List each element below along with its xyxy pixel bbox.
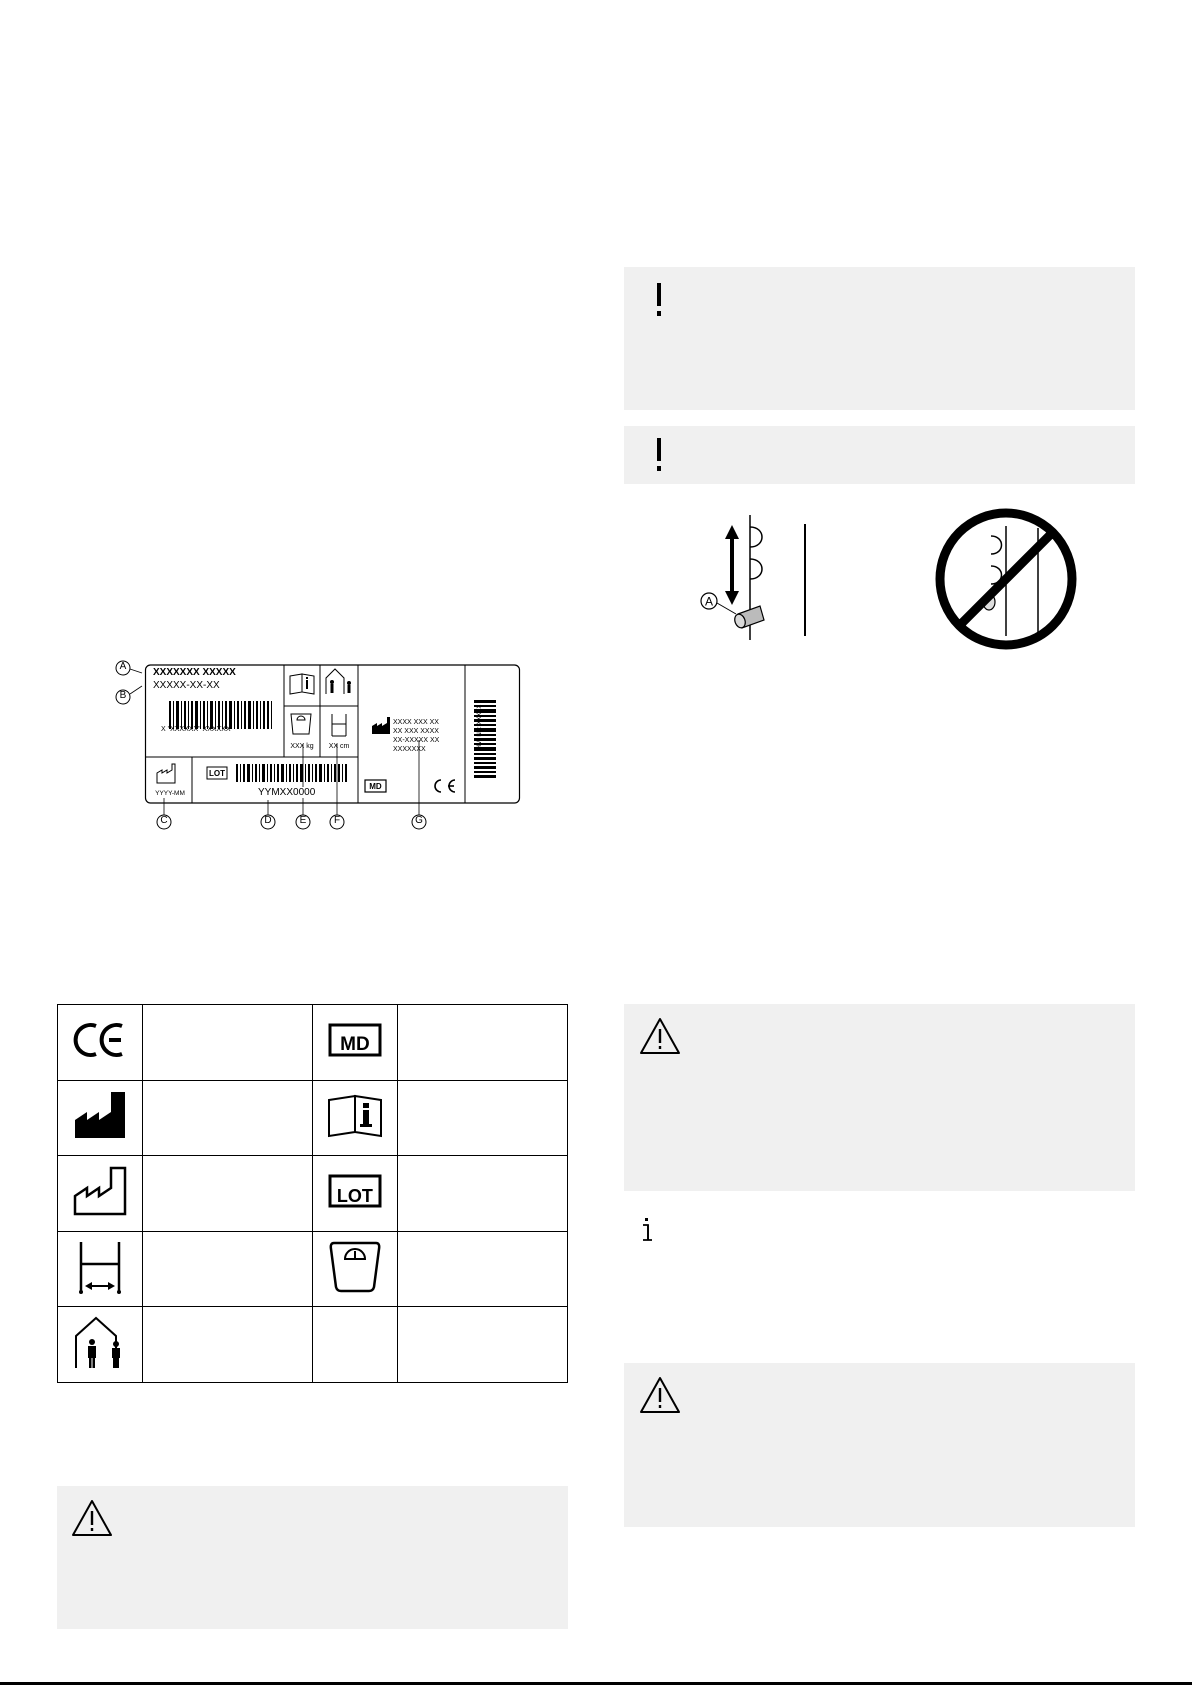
- notice-panel-2: [624, 426, 1135, 484]
- date-of-manufacture-icon: [73, 1166, 127, 1216]
- callout-g: G: [415, 815, 423, 826]
- info-icon: [639, 1216, 655, 1244]
- figure-callout-a: A: [704, 594, 714, 609]
- callout-a: A: [119, 661, 127, 672]
- table-row: [58, 1005, 568, 1081]
- prohibited-icon: [933, 506, 1079, 652]
- scale-icon: [328, 1241, 382, 1293]
- peg-adjustment-figure: [690, 515, 830, 645]
- table-row: [58, 1156, 568, 1232]
- warning-icon: [638, 1016, 682, 1056]
- width-icon: [75, 1240, 125, 1294]
- indoor-use-icon: [72, 1314, 128, 1370]
- lot-badge-text: LOT: [336, 1185, 373, 1206]
- md-badge-text: MD: [340, 1033, 370, 1055]
- warning-panel-left: [57, 1486, 568, 1629]
- table-cell-description: [397, 1156, 567, 1232]
- product-label-figure: [110, 656, 522, 832]
- table-cell-description: [397, 1005, 567, 1081]
- table-row: [58, 1080, 568, 1156]
- table-cell-description: [142, 1307, 312, 1383]
- callout-d: D: [264, 815, 272, 826]
- table-row: [58, 1307, 568, 1383]
- manufacturer-icon: [73, 1090, 127, 1140]
- table-cell-icon: [58, 1231, 143, 1307]
- warning-icon: [638, 1375, 682, 1415]
- table-cell-icon: [58, 1080, 143, 1156]
- table-cell-description: [142, 1005, 312, 1081]
- label-width: XX cm: [328, 743, 350, 750]
- label-side-code: HMI NR: XXXXX: [477, 704, 483, 750]
- label-lot-number: YYMXX0000: [258, 787, 316, 798]
- table-cell-description: [397, 1080, 567, 1156]
- md-badge: MD: [369, 782, 382, 791]
- callout-e: E: [299, 815, 307, 826]
- notice-panel-1: [624, 267, 1135, 410]
- table-cell-description: [397, 1231, 567, 1307]
- table-cell-icon: [58, 1005, 143, 1081]
- warning-panel-right-1: [624, 1004, 1135, 1191]
- table-cell-icon: [312, 1005, 397, 1081]
- table-cell-icon: [58, 1307, 143, 1383]
- warning-icon: [70, 1498, 114, 1538]
- figure-divider: [804, 524, 806, 636]
- table-cell-icon-empty: [312, 1307, 397, 1383]
- label-manufacturer-address: XXXX XXX XX XX XXX XXXX XX-XXXXX XX XXXXXXX: [393, 719, 440, 753]
- table-cell-icon: [312, 1080, 397, 1156]
- warning-panel-right-2: [624, 1363, 1135, 1527]
- label-manufacture-date: YYYY-MM: [155, 790, 185, 797]
- label-product-name: XXXXXXX XXXXX: [153, 667, 236, 678]
- lot-badge: LOT: [209, 769, 225, 778]
- table-row: [58, 1231, 568, 1307]
- instructions-icon: [325, 1092, 385, 1138]
- table-cell-description: [142, 1231, 312, 1307]
- label-barcode-text: X "XXXXXX" XXXXXX: [161, 726, 231, 733]
- table-cell-icon: [312, 1231, 397, 1307]
- label-max-weight: XXX kg: [290, 743, 314, 750]
- ce-mark-icon: [72, 1020, 128, 1060]
- callout-b: B: [119, 690, 127, 701]
- peg: [733, 606, 764, 629]
- table-cell-description: [142, 1080, 312, 1156]
- callout-c: C: [160, 815, 168, 826]
- table-cell-description: [397, 1307, 567, 1383]
- table-cell-description: [142, 1156, 312, 1232]
- symbol-table: [57, 1004, 568, 1383]
- table-cell-icon: [58, 1156, 143, 1232]
- label-article-number: XXXXX-XX-XX: [153, 680, 220, 691]
- table-cell-icon: [312, 1156, 397, 1232]
- callout-f: F: [333, 815, 341, 826]
